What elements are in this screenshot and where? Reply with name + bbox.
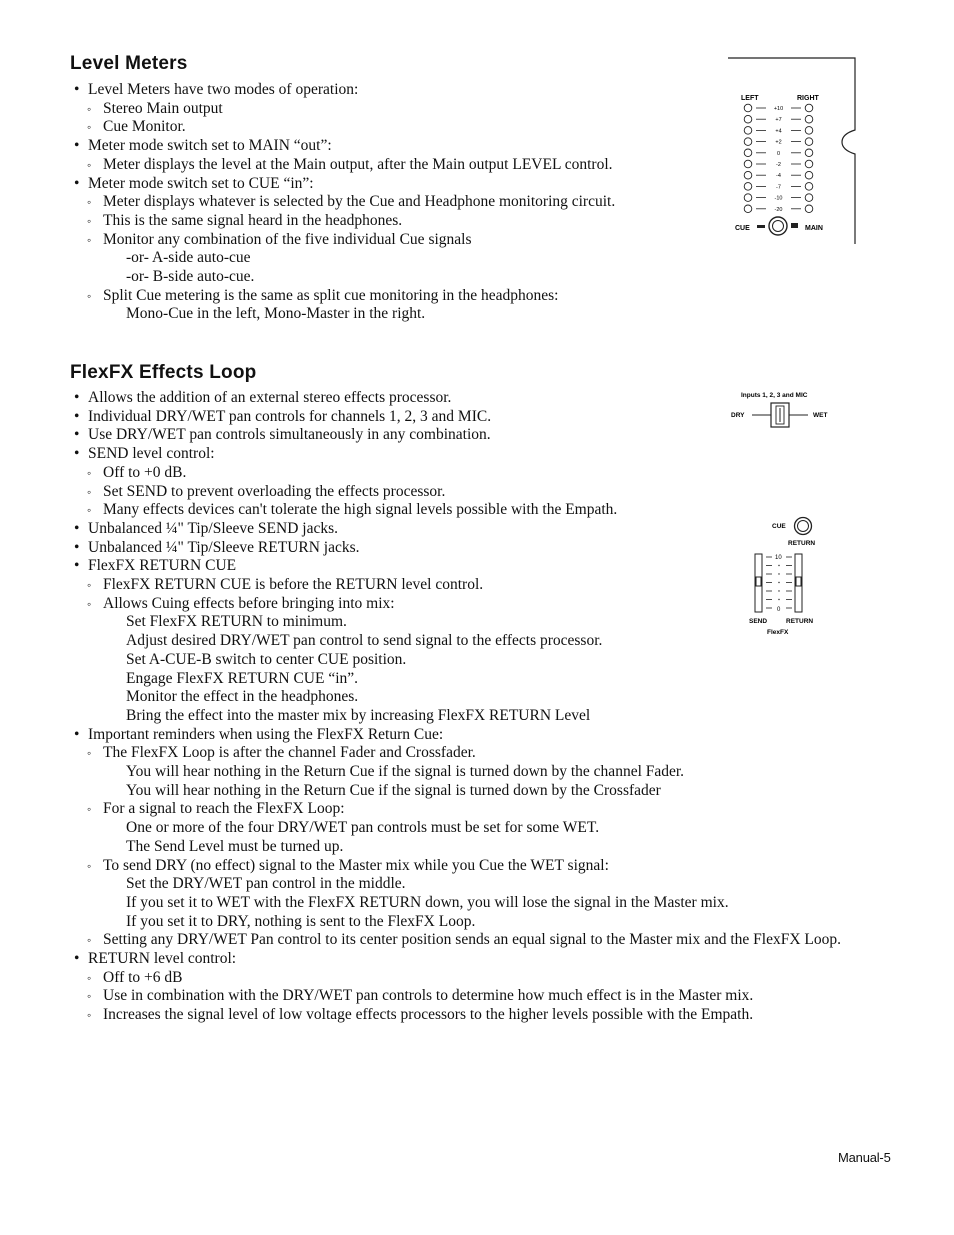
- list-item: [126, 893, 729, 912]
- list-item-text: You will hear nothing in the Return Cue if the signal is turned down by the Crossfader: [126, 781, 661, 799]
- right-meter-led: [805, 183, 813, 191]
- right-meter-led: [805, 138, 813, 146]
- list-item-text: Unbalanced ¼" Tip/Sleeve RETURN jacks.: [88, 538, 360, 556]
- list-item-text: One or more of the four DRY/WET pan controls must be set for some WET.: [126, 819, 600, 837]
- list-item-text: -or- A-side auto-cue: [126, 249, 251, 267]
- bullet-icon: •: [74, 426, 80, 444]
- dry-label: DRY: [731, 412, 745, 419]
- list-item-text: Use DRY/WET pan controls simultaneously in any combination.: [88, 426, 491, 444]
- sub-bullet-icon: ◦: [87, 101, 92, 116]
- pan-caption: Inputs 1, 2, 3 and MIC: [741, 392, 808, 399]
- main-label: MAIN: [805, 225, 823, 232]
- list-item: [126, 631, 602, 650]
- section-title-flexfx: FlexFX Effects Loop: [70, 362, 257, 383]
- list-item-text: Monitor any combination of the five individual Cue signals: [103, 230, 472, 248]
- send-fader-knob[interactable]: [756, 577, 761, 586]
- sub-bullet-icon: ◦: [87, 746, 92, 761]
- bullet-icon: •: [74, 407, 80, 425]
- list-item-text: Stereo Main output: [103, 99, 223, 117]
- left-meter-led: [744, 104, 752, 112]
- meter-scale-label: -10: [774, 195, 783, 202]
- list-item: [126, 837, 343, 856]
- list-item: [126, 912, 475, 931]
- sub-bullet-icon: ◦: [87, 120, 92, 135]
- sub-bullet-icon: ◦: [87, 989, 92, 1004]
- list-item-text: Many effects devices can't tolerate the high signal levels possible with the Empath.: [103, 501, 618, 519]
- right-meter-led: [805, 127, 813, 135]
- list-item-text: Level Meters have two modes of operation:: [88, 81, 359, 98]
- meter-scale-label: +2: [775, 139, 782, 146]
- scale-bottom: 0: [777, 607, 781, 613]
- list-item-text: Meter displays whatever is selected by the Cue and Headphone monitoring circuit.: [103, 193, 616, 211]
- meter-mode-switch-cap: [773, 221, 784, 232]
- list-item-text: If you set it to DRY, nothing is sent to the FlexFX Loop.: [126, 912, 476, 930]
- list-item-text: Engage FlexFX RETURN CUE “in”.: [126, 669, 359, 687]
- flexfx-controls-figure: [745, 510, 835, 640]
- sub-bullet-icon: ◦: [87, 858, 92, 873]
- left-meter-led: [744, 183, 752, 191]
- section-title-level-meters: Level Meters: [70, 53, 188, 74]
- list-item-text: Set the DRY/WET pan control in the middle.: [126, 875, 406, 893]
- list-item-text: FlexFX RETURN CUE is before the RETURN level control.: [103, 576, 484, 593]
- fx-cue-label: CUE: [772, 523, 786, 530]
- main-indicator: [791, 223, 798, 228]
- left-label: LEFT: [741, 95, 759, 102]
- meter-scale-label: -7: [776, 184, 781, 191]
- list-item-text: Setting any DRY/WET Pan control to its center position sends an equal signal to the Master mix and the FlexFX Loop.: [103, 931, 842, 949]
- sub-bullet-icon: ◦: [87, 970, 92, 985]
- list-item-text: Meter mode switch set to MAIN “out”:: [88, 137, 332, 155]
- cue-indicator: [757, 225, 765, 228]
- list-item-text: Set SEND to prevent overloading the effects processor.: [103, 482, 446, 500]
- list-item-text: Meter displays the level at the Main output, after the Main output LEVEL control.: [103, 155, 613, 173]
- meter-scale-label: -4: [776, 173, 781, 180]
- return-fader-knob[interactable]: [796, 577, 801, 586]
- list-item-text: Off to +0 dB.: [103, 463, 187, 481]
- list-item-text: Off to +6 dB: [103, 968, 183, 986]
- list-item: [126, 669, 358, 688]
- list-item-text: Increases the signal level of low voltage effects processors to the higher levels possible with the Empath.: [103, 1006, 754, 1024]
- list-item-text: SEND level control:: [88, 445, 215, 463]
- fx-return-top-label: RETURN: [788, 540, 816, 547]
- list-item-text: Important reminders when using the FlexFX Return Cue:: [88, 725, 444, 743]
- list-item-text: Unbalanced ¼" Tip/Sleeve SEND jacks.: [88, 519, 338, 537]
- fader-dot: [778, 599, 779, 600]
- sub-bullet-icon: ◦: [87, 578, 92, 592]
- fader-dot: [778, 565, 779, 566]
- cue-label: CUE: [735, 225, 750, 232]
- fader-dot: [778, 582, 779, 583]
- level-meter-figure: [728, 56, 858, 246]
- bullet-icon: •: [74, 538, 80, 556]
- sub-bullet-icon: ◦: [87, 232, 92, 247]
- list-item: [126, 762, 684, 781]
- sub-bullet-icon: ◦: [87, 933, 92, 948]
- sub-bullet-icon: ◦: [87, 465, 92, 480]
- left-meter-led: [744, 205, 752, 213]
- return-label: RETURN: [786, 618, 814, 625]
- bullet-icon: •: [74, 519, 80, 537]
- list-item: [126, 874, 406, 893]
- list-item-text: If you set it to WET with the FlexFX RETURN down, you will lose the signal in the Master mix.: [126, 893, 729, 911]
- list-item-text: The Send Level must be turned up.: [126, 837, 344, 855]
- meter-scale-label: -20: [774, 206, 783, 213]
- bullet-icon: •: [74, 81, 80, 98]
- bullet-icon: •: [74, 725, 80, 743]
- bullet-icon: •: [74, 137, 80, 155]
- list-item: [126, 248, 251, 267]
- list-item: [126, 612, 347, 631]
- scale-top: 10: [775, 555, 782, 561]
- list-item: [126, 706, 590, 725]
- list-item-text: Set A-CUE-B switch to center CUE position.: [126, 650, 407, 668]
- dry-wet-pan-figure: [728, 389, 838, 429]
- wet-label: WET: [813, 412, 828, 419]
- right-meter-led: [805, 205, 813, 213]
- send-label: SEND: [749, 618, 768, 625]
- list-item-text: For a signal to reach the FlexFX Loop:: [103, 800, 345, 818]
- sub-bullet-icon: ◦: [87, 195, 92, 210]
- left-meter-led: [744, 160, 752, 168]
- meter-scale-label: +4: [775, 128, 782, 135]
- list-item-text: Use in combination with the DRY/WET pan controls to determine how much effect is in the Master mix.: [103, 987, 754, 1005]
- meter-scale-label: 0: [776, 150, 781, 157]
- list-item-text: Cue Monitor.: [103, 118, 186, 136]
- list-item-text: You will hear nothing in the Return Cue if the signal is turned down by the channel Fader.: [126, 763, 685, 780]
- sub-bullet-icon: ◦: [87, 157, 92, 172]
- list-item-text: Mono-Cue in the left, Mono-Master in the right.: [126, 305, 426, 323]
- right-meter-led: [805, 149, 813, 157]
- sub-bullet-icon: ◦: [87, 484, 92, 499]
- list-item-text: Bring the effect into the master mix by increasing FlexFX RETURN Level: [126, 706, 591, 724]
- right-meter-led: [805, 160, 813, 168]
- bullet-icon: •: [74, 557, 80, 575]
- meter-scale-label: +10: [773, 106, 784, 112]
- fader-dot: [778, 590, 779, 591]
- right-meter-led: [805, 115, 813, 123]
- list-item-text: Split Cue metering is the same as split cue monitoring in the headphones:: [103, 286, 559, 304]
- list-item: [126, 304, 425, 323]
- list-item: [126, 267, 254, 286]
- list-item-text: FlexFX RETURN CUE: [88, 557, 237, 575]
- list-item-text: To send DRY (no effect) signal to the Master mix while you Cue the WET signal:: [103, 856, 609, 874]
- list-item-text: Individual DRY/WET pan controls for channels 1, 2, 3 and MIC.: [88, 407, 492, 425]
- sub-bullet-icon: ◦: [87, 596, 92, 611]
- sub-bullet-icon: ◦: [87, 503, 92, 518]
- meter-scale-label: -2: [776, 162, 781, 168]
- list-item-text: Allows the addition of an external stereo effects processor.: [88, 389, 452, 406]
- bullet-icon: •: [74, 950, 80, 967]
- sub-bullet-icon: ◦: [87, 1008, 92, 1023]
- left-meter-led: [744, 194, 752, 202]
- left-meter-led: [744, 149, 752, 157]
- list-item-text: Allows Cuing effects before bringing into mix:: [103, 594, 395, 612]
- list-item-text: Adjust desired DRY/WET pan control to send signal to the effects processor.: [126, 632, 603, 650]
- list-item-text: Set FlexFX RETURN to minimum.: [126, 613, 347, 631]
- list-item: [126, 818, 599, 837]
- flexfx-group-label: FlexFX: [767, 629, 789, 636]
- left-meter-led: [744, 171, 752, 179]
- left-meter-led: [744, 127, 752, 135]
- bullet-icon: •: [74, 174, 80, 192]
- list-item: [126, 781, 661, 800]
- page-number: Manual-5: [838, 1150, 891, 1165]
- meter-scale-label: +7: [775, 117, 782, 124]
- sub-bullet-icon: ◦: [87, 213, 92, 228]
- list-item-text: This is the same signal heard in the headphones.: [103, 211, 403, 229]
- list-item-text: The FlexFX Loop is after the channel Fader and Crossfader.: [103, 744, 476, 762]
- bullet-icon: •: [74, 445, 80, 463]
- list-item-text: Monitor the effect in the headphones.: [126, 688, 359, 706]
- left-meter-led: [744, 115, 752, 123]
- sub-bullet-icon: ◦: [87, 288, 92, 303]
- right-label: RIGHT: [797, 95, 819, 102]
- list-item: [126, 650, 406, 669]
- sub-bullet-icon: ◦: [87, 802, 92, 817]
- list-item-text: Meter mode switch set to CUE “in”:: [88, 174, 314, 192]
- list-item-text: -or- B-side auto-cue.: [126, 268, 255, 285]
- right-meter-led: [805, 194, 813, 202]
- right-meter-led: [805, 171, 813, 179]
- list-item: [126, 687, 358, 706]
- list-item-text: RETURN level control:: [88, 950, 237, 967]
- right-meter-led: [805, 104, 813, 112]
- fader-dot: [778, 573, 779, 574]
- left-meter-led: [744, 138, 752, 146]
- bullet-icon: •: [74, 389, 80, 406]
